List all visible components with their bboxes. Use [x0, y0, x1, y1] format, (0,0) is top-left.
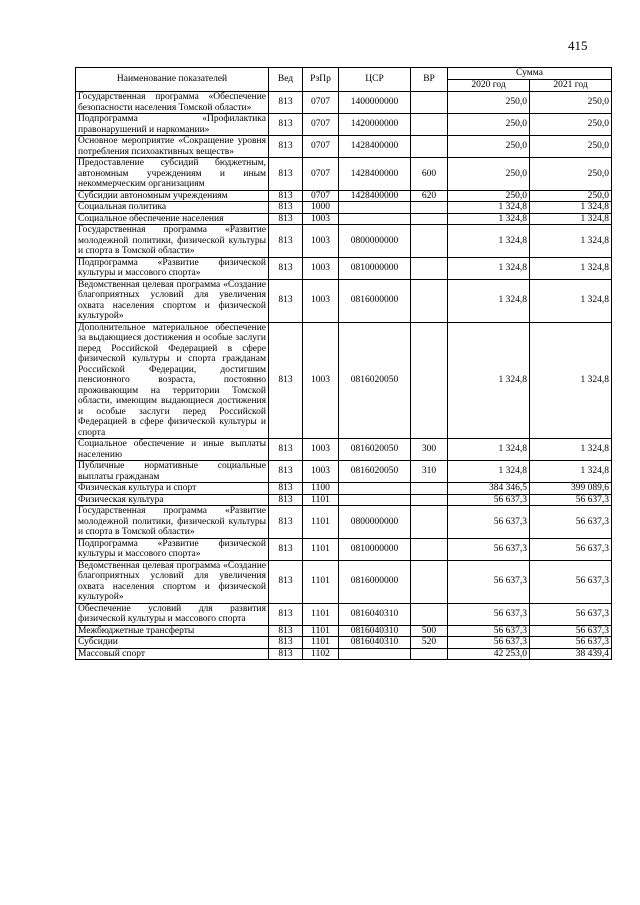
- row-sum-2020: 250,0: [448, 136, 530, 158]
- row-sum-2021: 38 439,4: [530, 648, 612, 660]
- row-sum-2021: 1 324,8: [530, 439, 612, 461]
- row-ved: 813: [269, 279, 303, 322]
- row-sum-2020: 1 324,8: [448, 213, 530, 225]
- row-csr: [339, 648, 411, 660]
- row-sum-2020: 1 324,8: [448, 279, 530, 322]
- row-csr: 1428400000: [339, 158, 411, 191]
- row-vr: 520: [411, 637, 448, 649]
- row-rzpr: 1003: [303, 279, 339, 322]
- row-ved: 813: [269, 202, 303, 214]
- row-rzpr: 1003: [303, 461, 339, 483]
- row-csr: 1428400000: [339, 136, 411, 158]
- row-csr: [339, 213, 411, 225]
- row-csr: 0800000000: [339, 225, 411, 258]
- row-name: Подпрограмма «Развитие физической культуры и массового спорта»: [76, 257, 269, 279]
- row-sum-2021: 1 324,8: [530, 225, 612, 258]
- header-year-2020: 2020 год: [448, 80, 530, 92]
- row-csr: 1400000000: [339, 92, 411, 114]
- row-name: Ведомственная целевая программа «Создание благоприятных условий для увеличения охвата населения спортом и физической культурой»: [76, 560, 269, 603]
- row-ved: 813: [269, 483, 303, 495]
- header-vr: ВР: [411, 68, 448, 92]
- row-csr: 0816040310: [339, 603, 411, 625]
- row-sum-2021: 56 637,3: [530, 637, 612, 649]
- row-ved: 813: [269, 257, 303, 279]
- row-rzpr: 1000: [303, 202, 339, 214]
- table-row: [76, 461, 612, 483]
- table-row: [76, 603, 612, 625]
- row-rzpr: 1003: [303, 225, 339, 258]
- table-body: [76, 92, 612, 660]
- row-vr: 500: [411, 625, 448, 637]
- budget-table: [75, 67, 612, 660]
- row-vr: [411, 506, 448, 539]
- row-sum-2020: 56 637,3: [448, 494, 530, 506]
- row-name: Социальное обеспечение и иные выплаты населению: [76, 439, 269, 461]
- row-sum-2021: 250,0: [530, 92, 612, 114]
- row-sum-2020: 1 324,8: [448, 439, 530, 461]
- table-row: [76, 190, 612, 202]
- row-name: Дополнительное материальное обеспечение за выдающиеся достижения и особые заслуги перед Российской Федерацией в сфере физической культуры и спорта гражданам Российской Федерации, достигшим пенсионного возраста, постоянно проживающим на территории Томской области, имеющим выдающиеся достижения и особые заслуги перед Российской Федерацией в сфере физической культуры и спорта: [76, 322, 269, 439]
- row-name: Субсидии автономным учреждениям: [76, 190, 269, 202]
- row-rzpr: 1101: [303, 560, 339, 603]
- row-sum-2021: 250,0: [530, 114, 612, 136]
- row-csr: 1428400000: [339, 190, 411, 202]
- row-csr: 0816040310: [339, 625, 411, 637]
- row-csr: 0816020050: [339, 439, 411, 461]
- row-ved: 813: [269, 213, 303, 225]
- row-sum-2021: 250,0: [530, 190, 612, 202]
- row-ved: 813: [269, 538, 303, 560]
- row-ved: 813: [269, 625, 303, 637]
- row-sum-2020: 56 637,3: [448, 603, 530, 625]
- row-ved: 813: [269, 92, 303, 114]
- row-ved: 813: [269, 114, 303, 136]
- row-sum-2021: 56 637,3: [530, 603, 612, 625]
- row-name: Основное мероприятие «Сокращение уровня потребления психоактивных веществ»: [76, 136, 269, 158]
- table-row: [76, 439, 612, 461]
- row-vr: [411, 603, 448, 625]
- row-name: Публичные нормативные социальные выплаты гражданам: [76, 461, 269, 483]
- row-sum-2021: 399 089,6: [530, 483, 612, 495]
- row-sum-2021: 250,0: [530, 158, 612, 191]
- row-ved: 813: [269, 225, 303, 258]
- row-name: Субсидии: [76, 637, 269, 649]
- row-vr: [411, 136, 448, 158]
- row-sum-2021: 1 324,8: [530, 279, 612, 322]
- row-sum-2020: 250,0: [448, 92, 530, 114]
- row-vr: [411, 114, 448, 136]
- row-vr: [411, 483, 448, 495]
- row-rzpr: 1003: [303, 322, 339, 439]
- row-sum-2020: 56 637,3: [448, 625, 530, 637]
- table-row: [76, 213, 612, 225]
- row-sum-2020: 1 324,8: [448, 225, 530, 258]
- row-sum-2021: 250,0: [530, 136, 612, 158]
- header-name: Наименование показателей: [76, 68, 269, 92]
- header-rzpr: РзПр: [303, 68, 339, 92]
- table-row: [76, 648, 612, 660]
- row-sum-2021: 56 637,3: [530, 494, 612, 506]
- row-name: Государственная программа «Развитие молодежной политики, физической культуры и спорта в Томской области»: [76, 225, 269, 258]
- table-row: [76, 92, 612, 114]
- row-ved: 813: [269, 190, 303, 202]
- row-rzpr: 1101: [303, 603, 339, 625]
- row-sum-2021: 1 324,8: [530, 213, 612, 225]
- row-ved: 813: [269, 322, 303, 439]
- row-rzpr: 0707: [303, 92, 339, 114]
- row-name: Физическая культура: [76, 494, 269, 506]
- row-rzpr: 0707: [303, 190, 339, 202]
- row-vr: [411, 538, 448, 560]
- row-ved: 813: [269, 494, 303, 506]
- table-row: [76, 538, 612, 560]
- table-row: [76, 494, 612, 506]
- row-vr: 310: [411, 461, 448, 483]
- row-sum-2020: 250,0: [448, 158, 530, 191]
- table-row: [76, 136, 612, 158]
- row-sum-2020: 56 637,3: [448, 538, 530, 560]
- row-ved: 813: [269, 439, 303, 461]
- row-vr: [411, 202, 448, 214]
- row-csr: 1420000000: [339, 114, 411, 136]
- row-name: Социальное обеспечение населения: [76, 213, 269, 225]
- table-row: [76, 158, 612, 191]
- row-sum-2021: 56 637,3: [530, 560, 612, 603]
- row-name: Физическая культура и спорт: [76, 483, 269, 495]
- row-sum-2020: 250,0: [448, 114, 530, 136]
- row-csr: 0816000000: [339, 279, 411, 322]
- row-ved: 813: [269, 648, 303, 660]
- row-rzpr: 0707: [303, 114, 339, 136]
- row-sum-2021: 1 324,8: [530, 322, 612, 439]
- row-sum-2020: 384 346,5: [448, 483, 530, 495]
- row-sum-2020: 42 253,0: [448, 648, 530, 660]
- row-sum-2021: 1 324,8: [530, 257, 612, 279]
- row-rzpr: 1003: [303, 213, 339, 225]
- row-rzpr: 1101: [303, 625, 339, 637]
- row-csr: [339, 483, 411, 495]
- header-csr: ЦСР: [339, 68, 411, 92]
- row-sum-2021: 56 637,3: [530, 506, 612, 539]
- row-vr: 300: [411, 439, 448, 461]
- header-sum: Сумма: [448, 68, 612, 80]
- table-row: [76, 257, 612, 279]
- row-rzpr: 1101: [303, 538, 339, 560]
- row-sum-2020: 56 637,3: [448, 637, 530, 649]
- row-ved: 813: [269, 637, 303, 649]
- page-number: 415: [568, 38, 588, 53]
- row-csr: 0816040310: [339, 637, 411, 649]
- row-csr: 0816020050: [339, 322, 411, 439]
- table-row: [76, 322, 612, 439]
- row-name: Государственная программа «Развитие молодежной политики, физической культуры и спорта в Томской области»: [76, 506, 269, 539]
- row-rzpr: 1102: [303, 648, 339, 660]
- row-csr: [339, 494, 411, 506]
- row-rzpr: 0707: [303, 158, 339, 191]
- row-sum-2020: 56 637,3: [448, 506, 530, 539]
- header-ved: Вед: [269, 68, 303, 92]
- row-vr: [411, 322, 448, 439]
- row-sum-2021: 1 324,8: [530, 461, 612, 483]
- row-csr: 0816000000: [339, 560, 411, 603]
- row-name: Массовый спорт: [76, 648, 269, 660]
- row-vr: [411, 494, 448, 506]
- row-sum-2020: 1 324,8: [448, 202, 530, 214]
- row-sum-2020: 1 324,8: [448, 257, 530, 279]
- table-row: [76, 483, 612, 495]
- row-vr: [411, 225, 448, 258]
- row-vr: [411, 648, 448, 660]
- header-year-2021: 2021 год: [530, 80, 612, 92]
- row-sum-2020: 1 324,8: [448, 322, 530, 439]
- row-sum-2020: 1 324,8: [448, 461, 530, 483]
- row-vr: [411, 92, 448, 114]
- table-row: [76, 279, 612, 322]
- row-vr: [411, 560, 448, 603]
- row-csr: [339, 202, 411, 214]
- row-ved: 813: [269, 560, 303, 603]
- table-row: [76, 637, 612, 649]
- row-name: Подпрограмма «Профилактика правонарушений и наркомании»: [76, 114, 269, 136]
- row-sum-2020: 56 637,3: [448, 560, 530, 603]
- table-row: [76, 625, 612, 637]
- row-rzpr: 1101: [303, 506, 339, 539]
- table-row: [76, 202, 612, 214]
- row-rzpr: 1003: [303, 439, 339, 461]
- row-vr: [411, 279, 448, 322]
- row-vr: [411, 257, 448, 279]
- row-name: Ведомственная целевая программа «Создание благоприятных условий для увеличения охвата населения спортом и физической культурой»: [76, 279, 269, 322]
- row-name: Социальная политика: [76, 202, 269, 214]
- row-csr: 0800000000: [339, 506, 411, 539]
- row-name: Подпрограмма «Развитие физической культуры и массового спорта»: [76, 538, 269, 560]
- row-name: Государственная программа «Обеспечение безопасности населения Томской области»: [76, 92, 269, 114]
- row-sum-2021: 1 324,8: [530, 202, 612, 214]
- row-ved: 813: [269, 136, 303, 158]
- row-rzpr: 1100: [303, 483, 339, 495]
- row-vr: [411, 213, 448, 225]
- row-ved: 813: [269, 603, 303, 625]
- row-sum-2021: 56 637,3: [530, 625, 612, 637]
- row-vr: 620: [411, 190, 448, 202]
- row-ved: 813: [269, 506, 303, 539]
- row-csr: 0816020050: [339, 461, 411, 483]
- row-ved: 813: [269, 158, 303, 191]
- row-ved: 813: [269, 461, 303, 483]
- table-row: [76, 560, 612, 603]
- row-csr: 0810000000: [339, 257, 411, 279]
- table-row: [76, 225, 612, 258]
- row-rzpr: 1101: [303, 494, 339, 506]
- row-rzpr: 1003: [303, 257, 339, 279]
- row-rzpr: 1101: [303, 637, 339, 649]
- row-sum-2021: 56 637,3: [530, 538, 612, 560]
- row-rzpr: 0707: [303, 136, 339, 158]
- table-row: [76, 506, 612, 539]
- row-vr: 600: [411, 158, 448, 191]
- row-name: Межбюджетные трансферты: [76, 625, 269, 637]
- row-csr: 0810000000: [339, 538, 411, 560]
- row-sum-2020: 250,0: [448, 190, 530, 202]
- row-name: Обеспечение условий для развития физической культуры и массового спорта: [76, 603, 269, 625]
- row-name: Предоставление субсидий бюджетным, автономным учреждениям и иным некоммерческим организациям: [76, 158, 269, 191]
- table-row: [76, 114, 612, 136]
